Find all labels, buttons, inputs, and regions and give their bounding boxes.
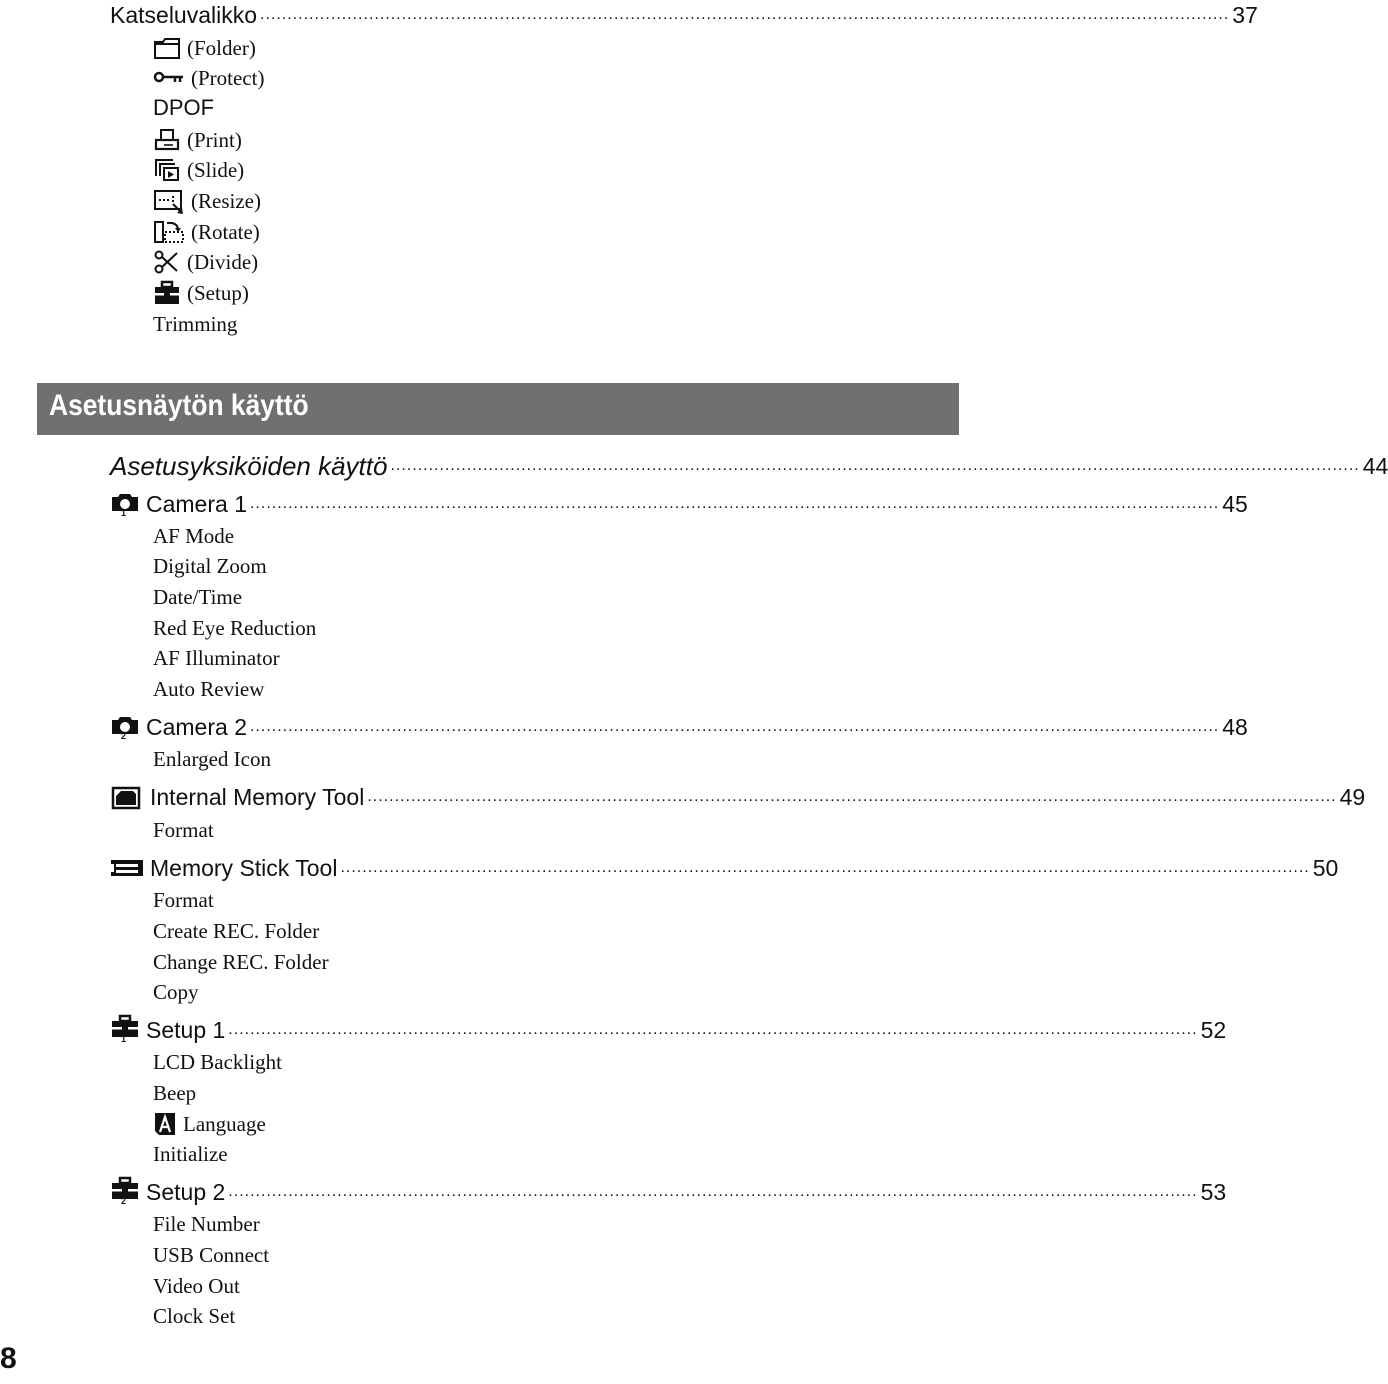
menu-item-folder: (Folder) (153, 34, 256, 62)
setting-item: Clock Set (153, 1304, 236, 1328)
rotate-icon (153, 219, 185, 245)
setting-item: Video Out (153, 1274, 240, 1298)
toc-entry-setup-1 (110, 1013, 1227, 1047)
camera-1-icon: 1 (110, 489, 140, 519)
setting-item: Digital Zoom (153, 554, 267, 578)
setting-item: File Number (153, 1212, 260, 1236)
setting-item: LCD Backlight (153, 1050, 282, 1074)
dot-leader: .................................................................................................................................................................................. (228, 1183, 1198, 1200)
memory-stick-icon (110, 853, 144, 883)
menu-item-dpof: DPOF (153, 95, 215, 120)
setup-toolbox-icon (153, 280, 181, 306)
print-icon (153, 127, 181, 153)
toc-entry-label: Setup 2 (146, 1178, 226, 1205)
setting-item: Red Eye Reduction (153, 616, 317, 640)
setting-item: Beep (153, 1081, 197, 1105)
toc-entry-setup-2 (110, 1175, 1227, 1209)
setting-item: AF Mode (153, 524, 235, 548)
toc-entry-memory-stick-tool (110, 851, 1339, 885)
setting-item: Date/Time (153, 585, 243, 609)
setting-item: Change REC. Folder (153, 950, 329, 974)
language-a-icon (153, 1111, 177, 1137)
toc-page-number: 45 (1222, 490, 1248, 517)
setup-2-icon: 2 (110, 1177, 140, 1207)
toc-entry-label: Setup 1 (146, 1016, 226, 1043)
setting-item: Format (153, 818, 214, 842)
section-title: Asetusnäytön käyttö (49, 389, 309, 422)
toc-entry-label: Internal Memory Tool (150, 783, 365, 810)
setup-1-icon: 1 (110, 1015, 140, 1045)
folder-icon (153, 35, 181, 61)
menu-item-print: (Print) (153, 126, 242, 154)
dot-leader: .................................................................................................................................................................................. (228, 1021, 1198, 1038)
toc-entry-internal-memory-tool (110, 780, 1366, 814)
toc-entry-camera-1 (110, 487, 1248, 521)
dot-leader: .................................................................................................................................................................................. (249, 495, 1220, 512)
toc-page-number: 52 (1200, 1016, 1227, 1043)
setting-item: AF Illuminator (153, 646, 280, 670)
setting-item: Initialize (153, 1142, 228, 1166)
setting-item: Format (153, 888, 214, 912)
internal-memory-icon (110, 782, 144, 812)
menu-item-rotate: (Rotate) (153, 218, 260, 246)
setting-item: Language (153, 1110, 266, 1138)
toc-entry-camera-2 (110, 710, 1248, 744)
slide-icon (153, 157, 181, 183)
setting-item: Auto Review (153, 677, 265, 701)
section-banner (37, 383, 959, 435)
menu-item-resize: (Resize) (153, 187, 261, 215)
menu-item-setup: (Setup) (153, 279, 249, 307)
dot-leader: .................................................................................................................................................................................. (390, 457, 1360, 474)
camera-2-icon: 2 (110, 712, 140, 742)
toc-page-number: 50 (1312, 854, 1339, 881)
dot-leader: .................................................................................................................................................................................. (260, 6, 1230, 23)
resize-icon (153, 188, 185, 214)
toc-entry-label: Memory Stick Tool (150, 854, 338, 881)
dot-leader: .................................................................................................................................................................................. (340, 859, 1310, 876)
toc-page-number: 48 (1222, 713, 1248, 740)
menu-item-slide: (Slide) (153, 156, 244, 184)
setting-item: Enlarged Icon (153, 747, 271, 771)
toc-page-number: 37 (1232, 1, 1258, 28)
toc-entry-asetusyksikoiden (110, 449, 1388, 483)
dot-leader: .................................................................................................................................................................................. (249, 718, 1220, 735)
setting-item: Copy (153, 980, 199, 1004)
toc-entry-label: Katseluvalikko (110, 1, 258, 28)
toc-page-number: 49 (1339, 783, 1366, 810)
setting-item: Create REC. Folder (153, 919, 320, 943)
dot-leader: .................................................................................................................................................................................. (367, 788, 1337, 805)
menu-item-protect: (Protect) (153, 64, 264, 92)
toc-entry-label: Camera 2 (146, 713, 247, 740)
protect-key-icon (153, 65, 185, 91)
toc-entry-katseluvalikko (110, 0, 1258, 32)
menu-item-divide: (Divide) (153, 248, 258, 276)
toc-page-number: 53 (1200, 1178, 1227, 1205)
toc-entry-label: Camera 1 (146, 490, 247, 517)
page-number: 8 (0, 1342, 17, 1375)
setting-item: USB Connect (153, 1243, 270, 1267)
divide-scissors-icon (153, 249, 181, 275)
toc-page-number: 44 (1362, 452, 1388, 479)
toc-entry-label: Asetusyksiköiden käyttö (110, 450, 388, 481)
menu-item-trimming: Trimming (153, 312, 238, 336)
